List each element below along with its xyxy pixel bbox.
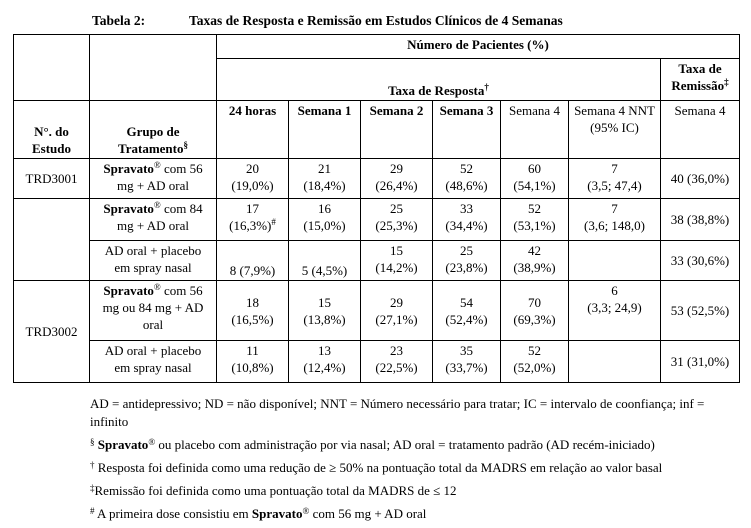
header-week4: Semana 4	[501, 101, 569, 159]
cell-week4: 52 (52,0%)	[501, 341, 569, 383]
group-cell: AD oral + placebo em spray nasal	[90, 241, 217, 281]
study-cell: TRD3002	[14, 281, 90, 383]
group-cell: Spravato® com 56 mg ou 84 mg + AD oral	[90, 281, 217, 341]
header-group-spacer	[90, 35, 217, 101]
cell-week1: 16 (15,0%)	[289, 199, 361, 241]
cell-week3: 54 (52,4%)	[433, 281, 501, 341]
cell-nnt	[569, 241, 661, 281]
footnotes	[90, 395, 735, 528]
cell-remission: 40 (36,0%)	[661, 159, 740, 199]
study-cell: TRD3001	[14, 159, 90, 199]
cell-week2: 29 (26,4%)	[361, 159, 433, 199]
header-patients: Número de Pacientes (%)	[217, 35, 740, 59]
cell-nnt: 6 (3,3; 24,9)	[569, 281, 661, 341]
cell-nnt: 7 (3,6; 148,0)	[569, 199, 661, 241]
cell-24h: 20 (19,0%)	[217, 159, 289, 199]
cell-remission: 53 (52,5%)	[661, 281, 740, 341]
cell-remission: 31 (31,0%)	[661, 341, 740, 383]
footnote-dagger: † Resposta foi definida como uma redução de ≥ 50% na pontuação total da MADRS em relação ao valor basal	[90, 460, 663, 475]
caption-label: Tabela 2:	[92, 13, 146, 28]
cell-week1: 15 (13,8%)	[289, 281, 361, 341]
cell-week3: 25 (23,8%)	[433, 241, 501, 281]
cell-week2: 29 (27,1%)	[361, 281, 433, 341]
cell-week2: 25 (25,3%)	[361, 199, 433, 241]
caption-title: Taxas de Resposta e Remissão em Estudos Clínicos de 4 Semanas	[189, 13, 563, 28]
cell-week1: 21 (18,4%)	[289, 159, 361, 199]
table-caption	[92, 13, 563, 29]
footnote-section: § Spravato® ou placebo com administração por via nasal; AD oral = tratamento padrão (AD recém-iniciado)	[90, 437, 655, 452]
cell-24h: 8 (7,9%)	[217, 241, 289, 281]
header-week3: Semana 3	[433, 101, 501, 159]
response-remission-table	[13, 34, 740, 383]
cell-24h: 17 (16,3%)#	[217, 199, 289, 241]
table-row	[14, 159, 740, 199]
cell-remission: 38 (38,8%)	[661, 199, 740, 241]
cell-nnt: 7 (3,5; 47,4)	[569, 159, 661, 199]
cell-24h: 18 (16,5%)	[217, 281, 289, 341]
header-remission-week4: Semana 4	[661, 101, 740, 159]
cell-week2: 15 (14,2%)	[361, 241, 433, 281]
footnote-double-dagger: ‡Remissão foi definida como uma pontuação total da MADRS de ≤ 12	[90, 483, 457, 498]
cell-week4: 52 (53,1%)	[501, 199, 569, 241]
group-cell: Spravato® com 84 mg + AD oral	[90, 199, 217, 241]
header-remission: Taxa de Remissão‡	[661, 59, 740, 101]
header-group: Grupo de Tratamento§	[90, 101, 217, 159]
header-study: N°. do Estudo	[14, 101, 90, 159]
footnote-hash: # A primeira dose consistiu em Spravato® com 56 mg + AD oral	[90, 506, 427, 521]
cell-week4: 42 (38,9%)	[501, 241, 569, 281]
header-study-spacer	[14, 35, 90, 101]
study-cell-empty	[14, 199, 90, 281]
table-row	[14, 341, 740, 383]
cell-week1: 13 (12,4%)	[289, 341, 361, 383]
cell-24h: 11 (10,8%)	[217, 341, 289, 383]
cell-week3: 52 (48,6%)	[433, 159, 501, 199]
cell-week3: 35 (33,7%)	[433, 341, 501, 383]
header-week1: Semana 1	[289, 101, 361, 159]
cell-week4: 70 (69,3%)	[501, 281, 569, 341]
header-nnt: Semana 4 NNT (95% IC)	[569, 101, 661, 159]
table-row	[14, 199, 740, 241]
cell-week3: 33 (34,4%)	[433, 199, 501, 241]
table-row	[14, 281, 740, 341]
cell-week1: 5 (4,5%)	[289, 241, 361, 281]
footnote-abbreviations: AD = antidepressivo; ND = não disponível; NNT = Número necessário para tratar; IC = intervalo de coonfiança; inf = infinito	[90, 396, 705, 429]
cell-week2: 23 (22,5%)	[361, 341, 433, 383]
cell-nnt	[569, 341, 661, 383]
header-response: Taxa de Resposta†	[217, 59, 661, 101]
header-week2: Semana 2	[361, 101, 433, 159]
cell-remission: 33 (30,6%)	[661, 241, 740, 281]
group-cell: AD oral + placebo em spray nasal	[90, 341, 217, 383]
table-row	[14, 241, 740, 281]
header-24h: 24 horas	[217, 101, 289, 159]
group-cell: Spravato® com 56 mg + AD oral	[90, 159, 217, 199]
cell-week4: 60 (54,1%)	[501, 159, 569, 199]
